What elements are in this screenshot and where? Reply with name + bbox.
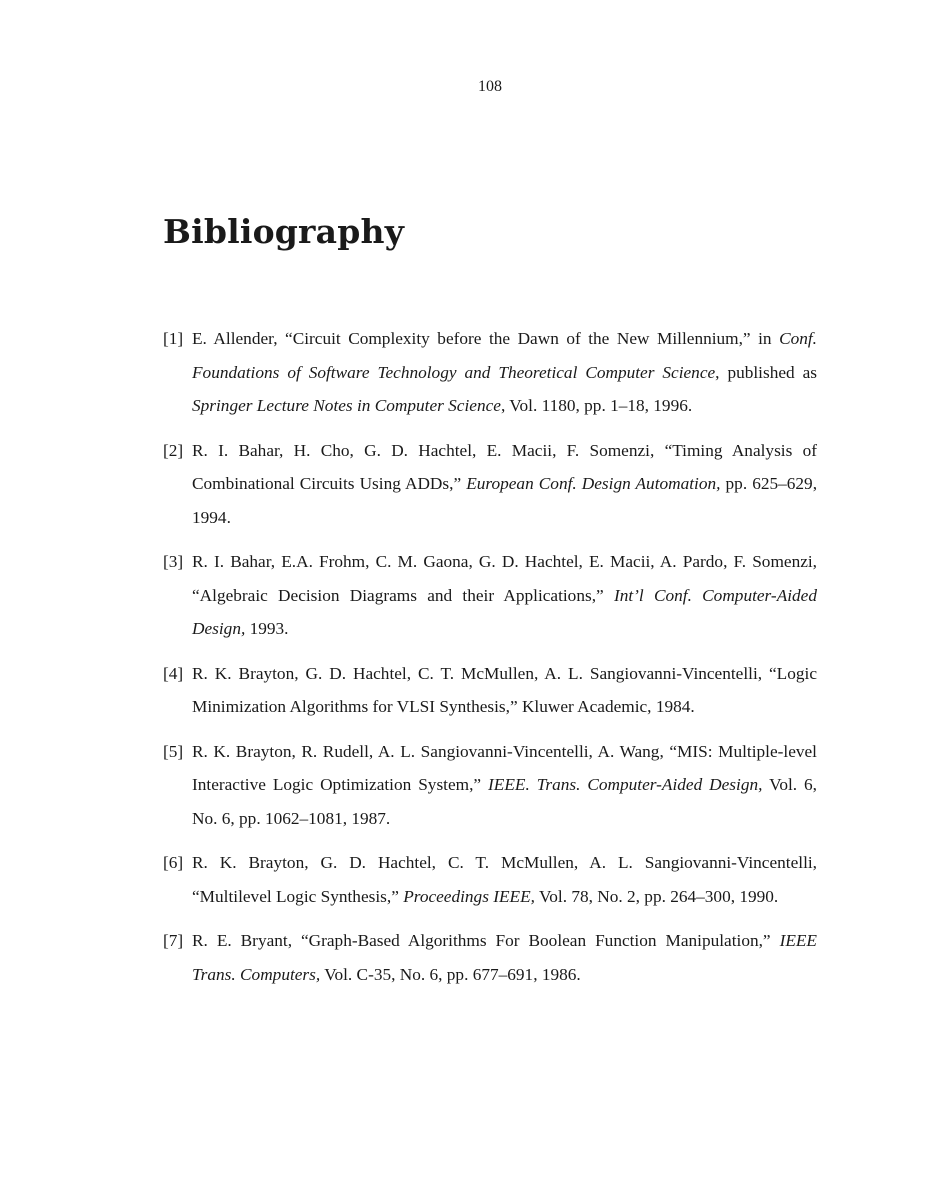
reference-segment: Vol. C-35, No. 6, pp. 677–691, 1986. — [320, 964, 581, 984]
reference-segment: R. E. Bryant, “Graph-Based Algorithms For Boolean Function Manipulation,” — [192, 931, 780, 950]
reference-venue: Conf. Foundations of Software Technology and Theoretical Computer Science — [192, 329, 817, 382]
page-number: 108 — [478, 78, 502, 95]
reference-segment: R. I. Bahar, H. Cho, G. D. Hachtel, E. Macii, F. Somenzi, “Timing Analysis of Combinational Circuits Using ADDs,” — [192, 440, 817, 493]
reference-venue: Proceedings IEEE, — [403, 886, 535, 906]
reference-text — [192, 657, 817, 724]
reference-text — [192, 735, 817, 836]
reference-segment: pp. 625–629, 1994. — [192, 474, 818, 527]
reference-venue: IEEE. Trans. Computer-Aided Design, — [488, 775, 763, 794]
reference-text — [192, 545, 817, 646]
page-title: Bibliography — [163, 212, 405, 251]
reference-segment: Vol. 78, No. 2, pp. 264–300, 1990. — [535, 886, 779, 906]
reference-text — [192, 434, 817, 535]
reference-segment: 1993. — [245, 619, 289, 638]
reference-item — [163, 434, 817, 535]
reference-number: [4] — [163, 663, 184, 683]
reference-item — [163, 924, 817, 991]
reference-number: [5] — [163, 741, 184, 761]
reference-segment: R. K. Brayton, G. D. Hachtel, C. T. McMullen, A. L. Sangiovanni-Vincentelli, “Multilevel Logic Synthesis,” — [192, 853, 817, 906]
reference-item — [163, 846, 817, 913]
reference-text — [192, 924, 817, 991]
reference-segment: Vol. 6, No. 6, pp. 1062–1081, 1987. — [192, 775, 817, 828]
reference-text — [192, 846, 817, 913]
reference-number: [3] — [163, 552, 184, 571]
reference-venue: IEEE Trans. Computers, — [192, 931, 817, 984]
reference-text — [192, 322, 817, 423]
reference-segment: E. Allender, “Circuit Complexity before the Dawn of the New Millennium,” in — [192, 329, 780, 348]
reference-segment: R. I. Bahar, E.A. Frohm, C. M. Gaona, G. D. Hachtel, E. Macii, A. Pardo, F. Somenzi, “Algebraic Decision Diagrams and their Applications,” — [192, 552, 817, 605]
reference-item — [163, 322, 817, 423]
reference-item — [163, 657, 817, 724]
reference-number: [7] — [163, 931, 184, 950]
reference-venue: Springer Lecture Notes in Computer Science — [192, 396, 501, 415]
reference-number: [6] — [163, 853, 184, 872]
reference-venue: European Conf. Design Automation, — [466, 474, 721, 493]
reference-item — [163, 545, 817, 646]
reference-segment: , Vol. 1180, pp. 1–18, 1996. — [500, 396, 693, 415]
reference-segment: R. K. Brayton, R. Rudell, A. L. Sangiovanni-Vincentelli, A. Wang, “MIS: Multiple-level Interactive Logic Optimization System,” — [192, 741, 817, 794]
reference-segment: R. K. Brayton, G. D. Hachtel, C. T. McMullen, A. L. Sangiovanni-Vincentelli, “Logic Minimization Algorithms for VLSI Synthesis,” Kluwer Academic, 1984. — [192, 663, 817, 716]
reference-number: [2] — [163, 440, 184, 460]
reference-item — [163, 735, 817, 836]
reference-segment: , published as — [715, 362, 817, 382]
reference-list — [163, 322, 817, 1002]
reference-venue: Int’l Conf. Computer-Aided Design, — [192, 585, 817, 638]
reference-number: [1] — [163, 329, 184, 348]
